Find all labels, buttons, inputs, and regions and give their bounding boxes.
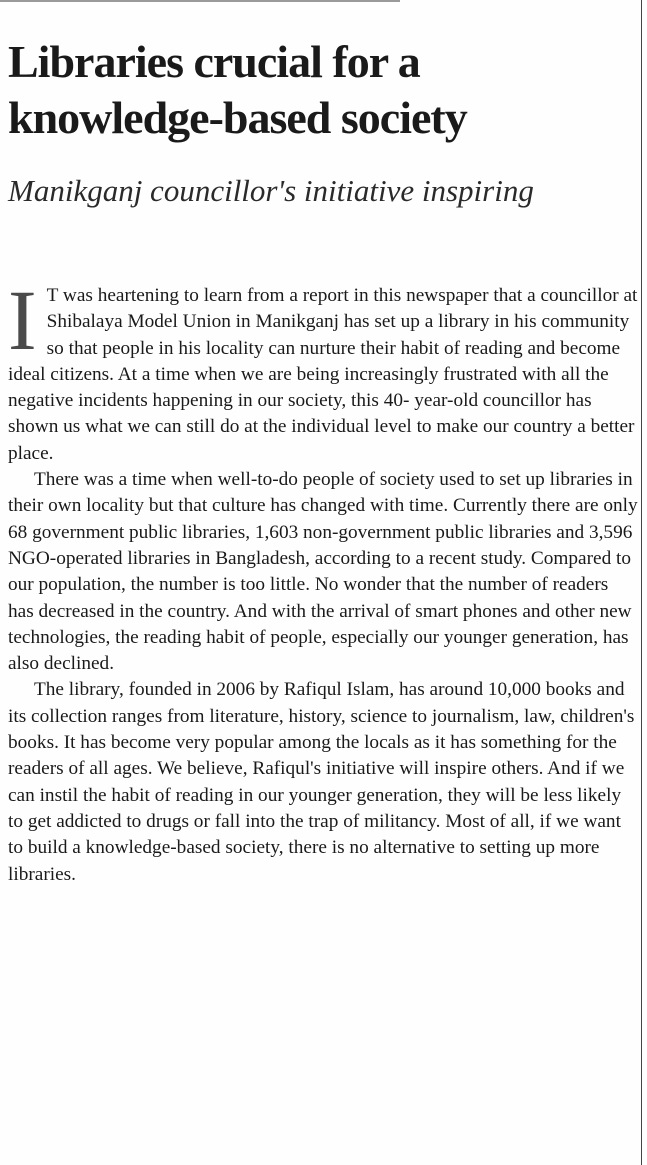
drop-cap: I xyxy=(8,272,37,368)
subheadline: Manikganj councillor's initiative inspiring xyxy=(8,173,534,208)
paragraph-1 xyxy=(8,272,638,467)
article-body xyxy=(8,272,638,888)
headline: Libraries crucial for a knowledge-based society xyxy=(8,36,467,143)
paragraph-3: The library, founded in 2006 by Rafiqul Islam, has around 10,000 books and its collection ranges from literature, history, science to journalism, law, children's books. It has become very popular among the locals as it has something for the readers of all ages. We believe, Rafiqul's initiative will inspire others. And if we can instil the habit of reading in our younger generation, they will be less likely to get addicted to drugs or fall into the trap of militancy. Most of all, if we want to build a knowledge-based society, there is no alternative to setting up more libraries. xyxy=(8,679,635,885)
paragraph-1-text: T was heartening to learn from a report in this newspaper that a councillor at Shibalaya Model Union in Manikganj has set up a library in his community so that people in his locality can nurture their habit of reading and become ideal citizens. At a time when we are being increasingly frustrated with all the negative incidents happening in our society, this 40- year-old councillor has shown us what we can still do at the individual level to make our country a better place. xyxy=(8,285,638,464)
column-rule xyxy=(641,0,642,1165)
paragraph-2: There was a time when well-to-do people of society used to set up libraries in their own locality but that culture has changed with time. Currently there are only 68 government public libraries, 1,603 non-government public libraries and 3,596 NGO-operated libraries in Bangladesh, according to a recent study. Compared to our population, the number is too little. No wonder that the number of readers has decreased in the country. And with the arrival of smart phones and other new technologies, the reading habit of people, especially our younger generation, has also declined. xyxy=(8,469,638,675)
top-rule xyxy=(0,0,400,2)
